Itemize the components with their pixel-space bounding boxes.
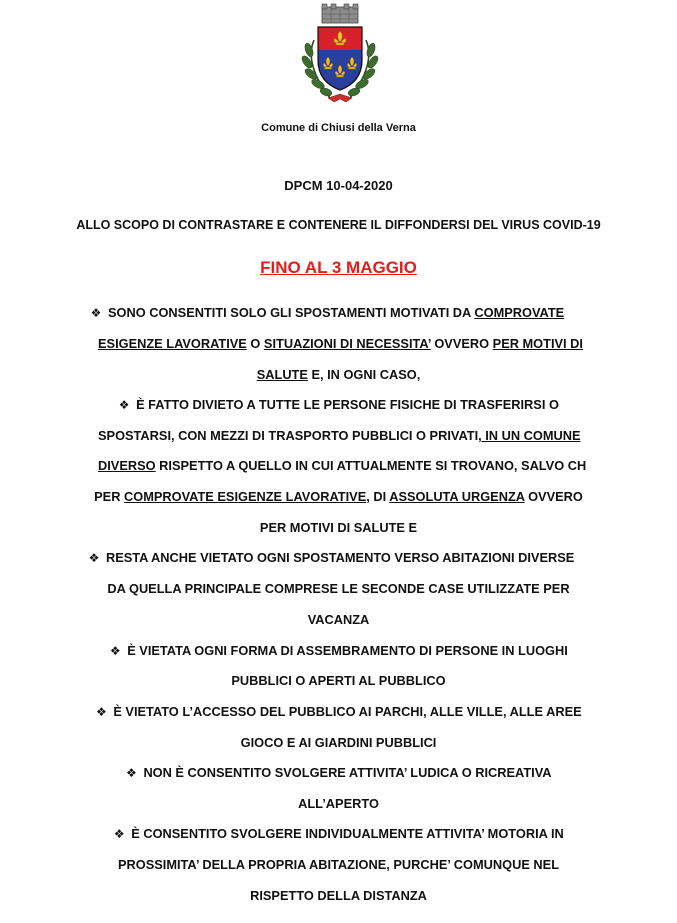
bullet-diamond-icon: ❖ (95, 705, 107, 719)
bullet-diamond-icon: ❖ (90, 306, 102, 320)
rule-2-line-3: DIVERSO RISPETTO A QUELLO IN CUI ATTUALMENTE SI TROVANO, SALVO CH (98, 458, 587, 473)
rule-4-line-2: PUBBLICI O APERTI AL PUBBLICO (231, 673, 446, 688)
rule-2-line-2: SPOSTARSI, CON MEZZI DI TRASPORTO PUBBLICI O PRIVATI, IN UN COMUNE (98, 428, 581, 443)
rule-3-line-2: DA QUELLA PRINCIPALE COMPRESE LE SECONDE CASE UTILIZZATE PER (107, 581, 570, 596)
rule-7-line-2: PROSSIMITA’ DELLA PROPRIA ABITAZIONE, PURCHE’ COMUNQUE NEL (117, 857, 560, 872)
municipality-name: Comune di Chiusi della Verna (261, 122, 416, 134)
bullet-diamond-icon: ❖ (88, 551, 100, 565)
rule-7-line-3: RISPETTO DELLA DISTANZA (250, 888, 427, 903)
rule-2-line-5: PER MOTIVI DI SALUTE E (259, 520, 418, 535)
rule-5-line-2: GIOCO E AI GIARDINI PUBBLICI (240, 735, 437, 750)
bullet-diamond-icon: ❖ (126, 766, 137, 780)
crown (322, 4, 358, 23)
rule-1-line-2: ESIGENZE LAVORATIVE O SITUAZIONI DI NECESSITA’ OVVERO PER MOTIVI DI (98, 336, 583, 351)
rule-3-line-3: VACANZA (307, 612, 370, 627)
municipal-crest-icon (290, 2, 390, 110)
ribbon (328, 94, 352, 102)
rule-6-line-2: ALL’APERTO (298, 796, 379, 811)
rule-2-line-4: PER COMPROVATE ESIGENZE LAVORATIVE, DI ASSOLUTA URGENZA OVVERO (94, 489, 583, 504)
rule-3-line-1: ❖ RESTA ANCHE VIETATO OGNI SPOSTAMENTO VERSO ABITAZIONI DIVERSE (88, 550, 575, 565)
rule-6-line-1: ❖ NON È CONSENTITO SVOLGERE ATTIVITA’ LUDICA O RICREATIVA (126, 765, 552, 780)
rule-5-line-1: ❖ È VIETATO L’ACCESSO DEL PUBBLICO AI PARCHI, ALLE VILLE, ALLE AREE (95, 704, 582, 719)
rule-2-line-1: ❖ È FATTO DIVIETO A TUTTE LE PERSONE FISICHE DI TRASFERIRSI O (118, 397, 559, 412)
rule-4-line-1: ❖ È VIETATA OGNI FORMA DI ASSEMBRAMENTO DI PERSONE IN LUOGHI (109, 643, 568, 658)
rule-1-line-3: SALUTE E, IN OGNI CASO, (256, 367, 421, 382)
rule-1-line-1: ❖ SONO CONSENTITI SOLO GLI SPOSTAMENTI MOTIVATI DA COMPROVATE (90, 305, 565, 320)
bullet-diamond-icon: ❖ (118, 398, 130, 412)
bullet-diamond-icon: ❖ (109, 644, 121, 658)
shield (318, 27, 362, 90)
rule-7-line-1: ❖ È CONSENTITO SVOLGERE INDIVIDUALMENTE ATTIVITA’ MOTORIA IN (113, 826, 564, 841)
purpose-statement: ALLO SCOPO DI CONTRASTARE E CONTENERE IL DIFFONDERSI DEL VIRUS COVID-19 (76, 218, 601, 232)
bullet-diamond-icon: ❖ (113, 827, 125, 841)
decree-title: DPCM 10-04-2020 (284, 178, 393, 193)
deadline-heading: FINO AL 3 MAGGIO (260, 258, 417, 277)
